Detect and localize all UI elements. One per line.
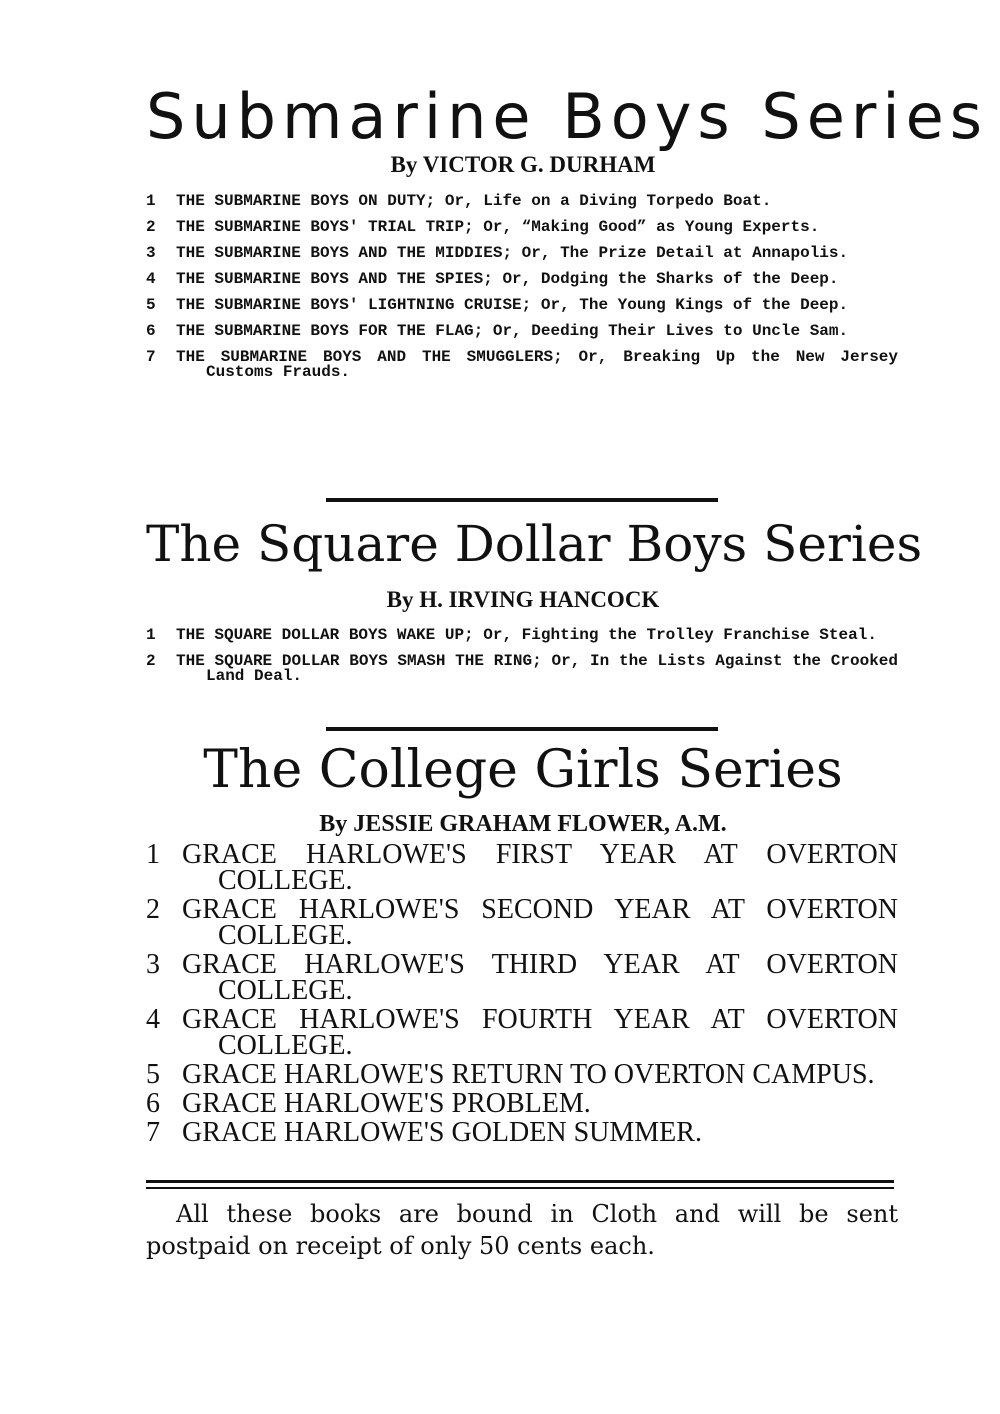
book-title: GRACE HARLOWE'S THIRD YEAR AT OVERTON COLLEGE. — [182, 949, 898, 1006]
book-item — [146, 324, 898, 339]
book-title: THE SUBMARINE BOYS ON DUTY; Or, Life on a Diving Torpedo Boat. — [176, 192, 772, 210]
series-byline-square-dollar-boys: By H. IRVING HANCOCK — [386, 587, 660, 612]
book-number: 1 — [146, 192, 156, 210]
book-number: 7 — [146, 1117, 160, 1148]
footer-double-rule-top — [146, 1180, 894, 1183]
book-number: 4 — [146, 270, 156, 288]
book-item — [146, 220, 898, 235]
book-title: THE SUBMARINE BOYS AND THE SPIES; Or, Dodging the Sharks of the Deep. — [176, 270, 839, 288]
book-item — [146, 654, 898, 684]
book-number: 2 — [146, 652, 156, 670]
book-item — [146, 194, 898, 209]
series-byline-college-girls: By JESSIE GRAHAM FLOWER, A.M. — [319, 811, 727, 837]
book-item — [146, 894, 898, 951]
book-title: GRACE HARLOWE'S FOURTH YEAR AT OVERTON COLLEGE. — [182, 1004, 898, 1061]
book-item — [146, 628, 898, 643]
book-title: GRACE HARLOWE'S PROBLEM. — [182, 1088, 591, 1119]
book-item — [146, 272, 898, 287]
book-title: THE SQUARE DOLLAR BOYS SMASH THE RING; Or, In the Lists Against the Crooked Land Deal. — [176, 652, 898, 685]
book-number: 6 — [146, 322, 156, 340]
book-number: 5 — [146, 296, 156, 314]
series-title-square-dollar-boys: The Square Dollar Boys Series — [146, 515, 923, 573]
footer-double-rule-bottom — [146, 1187, 894, 1189]
book-item — [146, 350, 898, 380]
book-title: GRACE HARLOWE'S RETURN TO OVERTON CAMPUS. — [182, 1059, 875, 1090]
section-divider — [326, 498, 718, 502]
series-title-college-girls: The College Girls Series — [203, 740, 843, 800]
book-item — [146, 1059, 898, 1090]
book-number: 5 — [146, 1059, 160, 1090]
series-title-submarine-boys: Submarine Boys Series — [146, 80, 989, 153]
book-item — [146, 246, 898, 261]
book-list-college-girls — [146, 839, 898, 1149]
book-item — [146, 1004, 898, 1061]
book-number: 7 — [146, 348, 156, 366]
book-title: THE SUBMARINE BOYS AND THE MIDDIES; Or, The Prize Detail at Annapolis. — [176, 244, 849, 262]
book-number: 3 — [146, 244, 156, 262]
series-byline-submarine-boys: By VICTOR G. DURHAM — [390, 152, 656, 177]
book-title: THE SUBMARINE BOYS' LIGHTNING CRUISE; Or, The Young Kings of the Deep. — [176, 296, 849, 314]
book-item — [146, 298, 898, 313]
book-number: 6 — [146, 1088, 160, 1119]
book-number: 3 — [146, 949, 160, 980]
book-number: 1 — [146, 626, 156, 644]
book-number: 1 — [146, 839, 160, 870]
book-title: GRACE HARLOWE'S GOLDEN SUMMER. — [182, 1117, 702, 1148]
book-title: THE SUBMARINE BOYS AND THE SMUGGLERS; Or, Breaking Up the New Jersey Customs Frauds. — [176, 348, 898, 381]
book-item — [146, 949, 898, 1006]
book-number: 2 — [146, 218, 156, 236]
book-number: 2 — [146, 894, 160, 925]
book-list-square-dollar-boys — [146, 628, 898, 695]
book-title: GRACE HARLOWE'S SECOND YEAR AT OVERTON COLLEGE. — [182, 894, 898, 951]
footer-note: All these books are bound in Cloth and will be sent postpaid on receipt of only 50 cents each. — [146, 1200, 898, 1260]
book-list-submarine-boys — [146, 194, 898, 391]
book-title: THE SUBMARINE BOYS' TRIAL TRIP; Or, “Making Good” as Young Experts. — [176, 218, 820, 236]
book-title: THE SQUARE DOLLAR BOYS WAKE UP; Or, Fighting the Trolley Franchise Steal. — [176, 626, 877, 644]
book-title: GRACE HARLOWE'S FIRST YEAR AT OVERTON COLLEGE. — [182, 839, 898, 896]
book-item — [146, 1088, 898, 1119]
book-item — [146, 1117, 898, 1148]
section-divider — [326, 727, 718, 731]
book-number: 4 — [146, 1004, 160, 1035]
book-title: THE SUBMARINE BOYS FOR THE FLAG; Or, Deeding Their Lives to Uncle Sam. — [176, 322, 849, 340]
book-item — [146, 839, 898, 896]
